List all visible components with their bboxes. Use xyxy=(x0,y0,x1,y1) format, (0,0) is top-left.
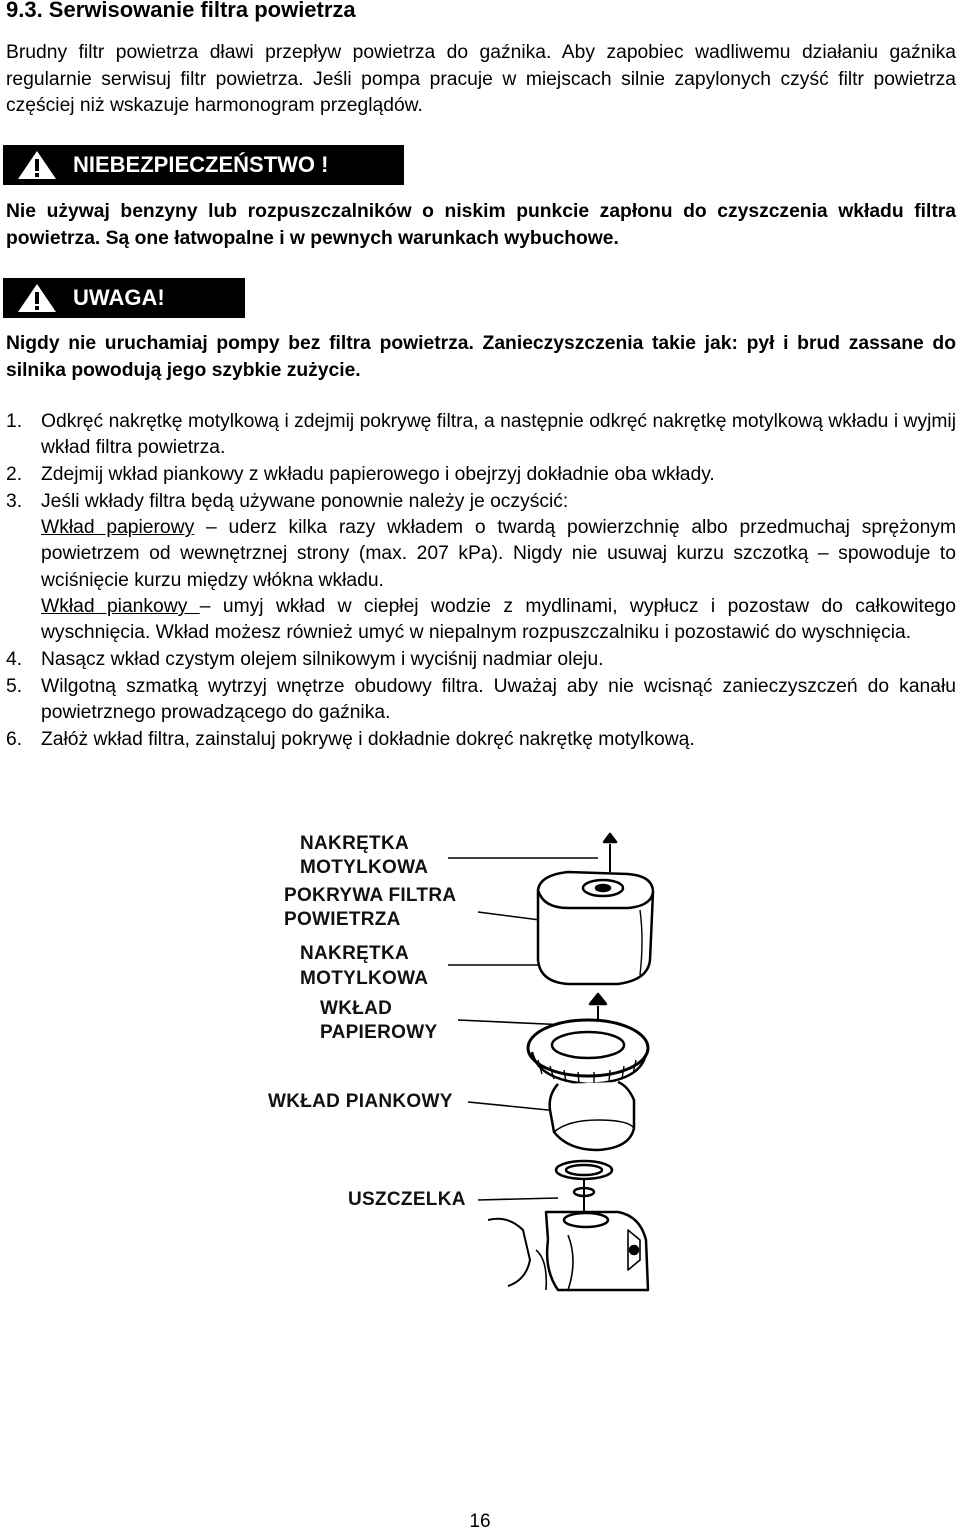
list-item: 6. Załóż wkład filtra, zainstaluj pokrywę i dokładnie dokręć nakrętkę motylkową. xyxy=(6,729,695,751)
list-item: 1. Odkręć nakrętkę motylkową i zdejmij pokrywę filtra, a następnie odkręć nakrętkę motylkową wkładu i wyjmij wkład filtra powietrza. xyxy=(6,411,956,459)
caution-text: Nigdy nie uruchamiaj pompy bez filtra powietrza. Zanieczyszczenia takie jak: pył i brud zassane do silnika powodują jego szybkie zużycie. xyxy=(6,333,956,381)
caution-banner xyxy=(3,278,245,318)
foam-insert-instructions: Wkład piankowy – umyj wkład w ciepłej wodzie z mydlinami, wypłucz i pozostaw do całkowitego wyschnięcia. Wkład możesz również umyć w niepalnym rozpuszczalniku i pozostawić do wyschnięcia. xyxy=(41,596,956,644)
label-wing-nut-top-line1: NAKRĘTKA xyxy=(300,833,410,854)
section-title: 9.3. Serwisowanie filtra powietrza xyxy=(6,0,356,22)
air-filter-exploded-diagram xyxy=(268,820,690,1294)
list-item: 4. Nasącz wkład czystym olejem silnikowym i wyciśnij nadmiar oleju. xyxy=(6,649,604,671)
label-wing-nut-element-line2: MOTYLKOWA xyxy=(300,968,429,989)
label-paper-element-line2: PAPIEROWY xyxy=(320,1022,438,1043)
danger-label: NIEBEZPIECZEŃSTWO ! xyxy=(73,152,329,177)
label-filter-cover-line1: POKRYWA FILTRA xyxy=(284,885,457,906)
label-gasket: USZCZELKA xyxy=(348,1189,466,1210)
label-foam-element: WKŁAD PIANKOWY xyxy=(268,1091,453,1112)
intro-paragraph: Brudny filtr powietrza dławi przepływ powietrza do gaźnika. Aby zapobiec wadliwemu działaniu gaźnika regularnie serwisuj filtr powietrza. Jeśli pompa pracuje w miejscach silnie zapylonych czyść filtr powietrza częściej niż wskazuje harmonogram przeglądów. xyxy=(6,42,956,116)
label-wing-nut-top-line2: MOTYLKOWA xyxy=(300,857,429,878)
label-wing-nut-element-line1: NAKRĘTKA xyxy=(300,943,410,964)
list-item: 2. Zdejmij wkład piankowy z wkładu papierowego i obejrzyj dokładnie oba wkłady. xyxy=(6,464,715,486)
warning-triangle-icon xyxy=(17,283,57,313)
list-item: 5. Wilgotną szmatką wytrzyj wnętrze obudowy filtra. Uważaj aby nie wcisnąć zanieczyszczeń do kanału powietrznego prowadzącego do gaźnika. xyxy=(6,675,956,724)
danger-text: Nie używaj benzyny lub rozpuszczalników o niskim punkcie zapłonu do czyszczenia wkładu filtra powietrza. Są one łatwopalne i w pewnych warunkach wybuchowe. xyxy=(6,201,956,249)
warning-triangle-icon xyxy=(17,150,57,180)
label-filter-cover-line2: POWIETRZA xyxy=(284,909,401,930)
list-item: 3. Jeśli wkłady filtra będą używane ponownie należy je oczyścić: Wkład papierowy – uderz kilka razy wkładem o twardą powierzchnię albo przedmuchaj sprężonym powietrzem od wewnętrznej strony (max. 207 kPa). Nigdy nie usuwaj kurzu szczotką – spowoduje to wciśnięcie kurzu między włókna wkładu. Wkład piankowy – umyj wkład w ciepłej wodzie z mydlinami, wypłucz i pozostaw do całkowitego wyschnięcia. Wkład możesz również umyć w niepalnym rozpuszczalniku i pozostawić do wyschnięcia. xyxy=(6,489,956,647)
danger-banner xyxy=(3,145,404,185)
paper-insert-instructions: Wkład papierowy – uderz kilka razy wkładem o twardą powierzchnię albo przedmuchaj sprężonym powietrzem od wewnętrznej strony (max. 207 kPa). Nigdy nie usuwaj kurzu szczotką – spowoduje to wciśnięcie kurzu między włókna wkładu. xyxy=(41,517,956,591)
page-number: 16 xyxy=(469,1511,491,1532)
label-paper-element-line1: WKŁAD xyxy=(320,998,393,1019)
steps-list xyxy=(6,409,956,754)
caution-label: UWAGA! xyxy=(73,285,165,310)
